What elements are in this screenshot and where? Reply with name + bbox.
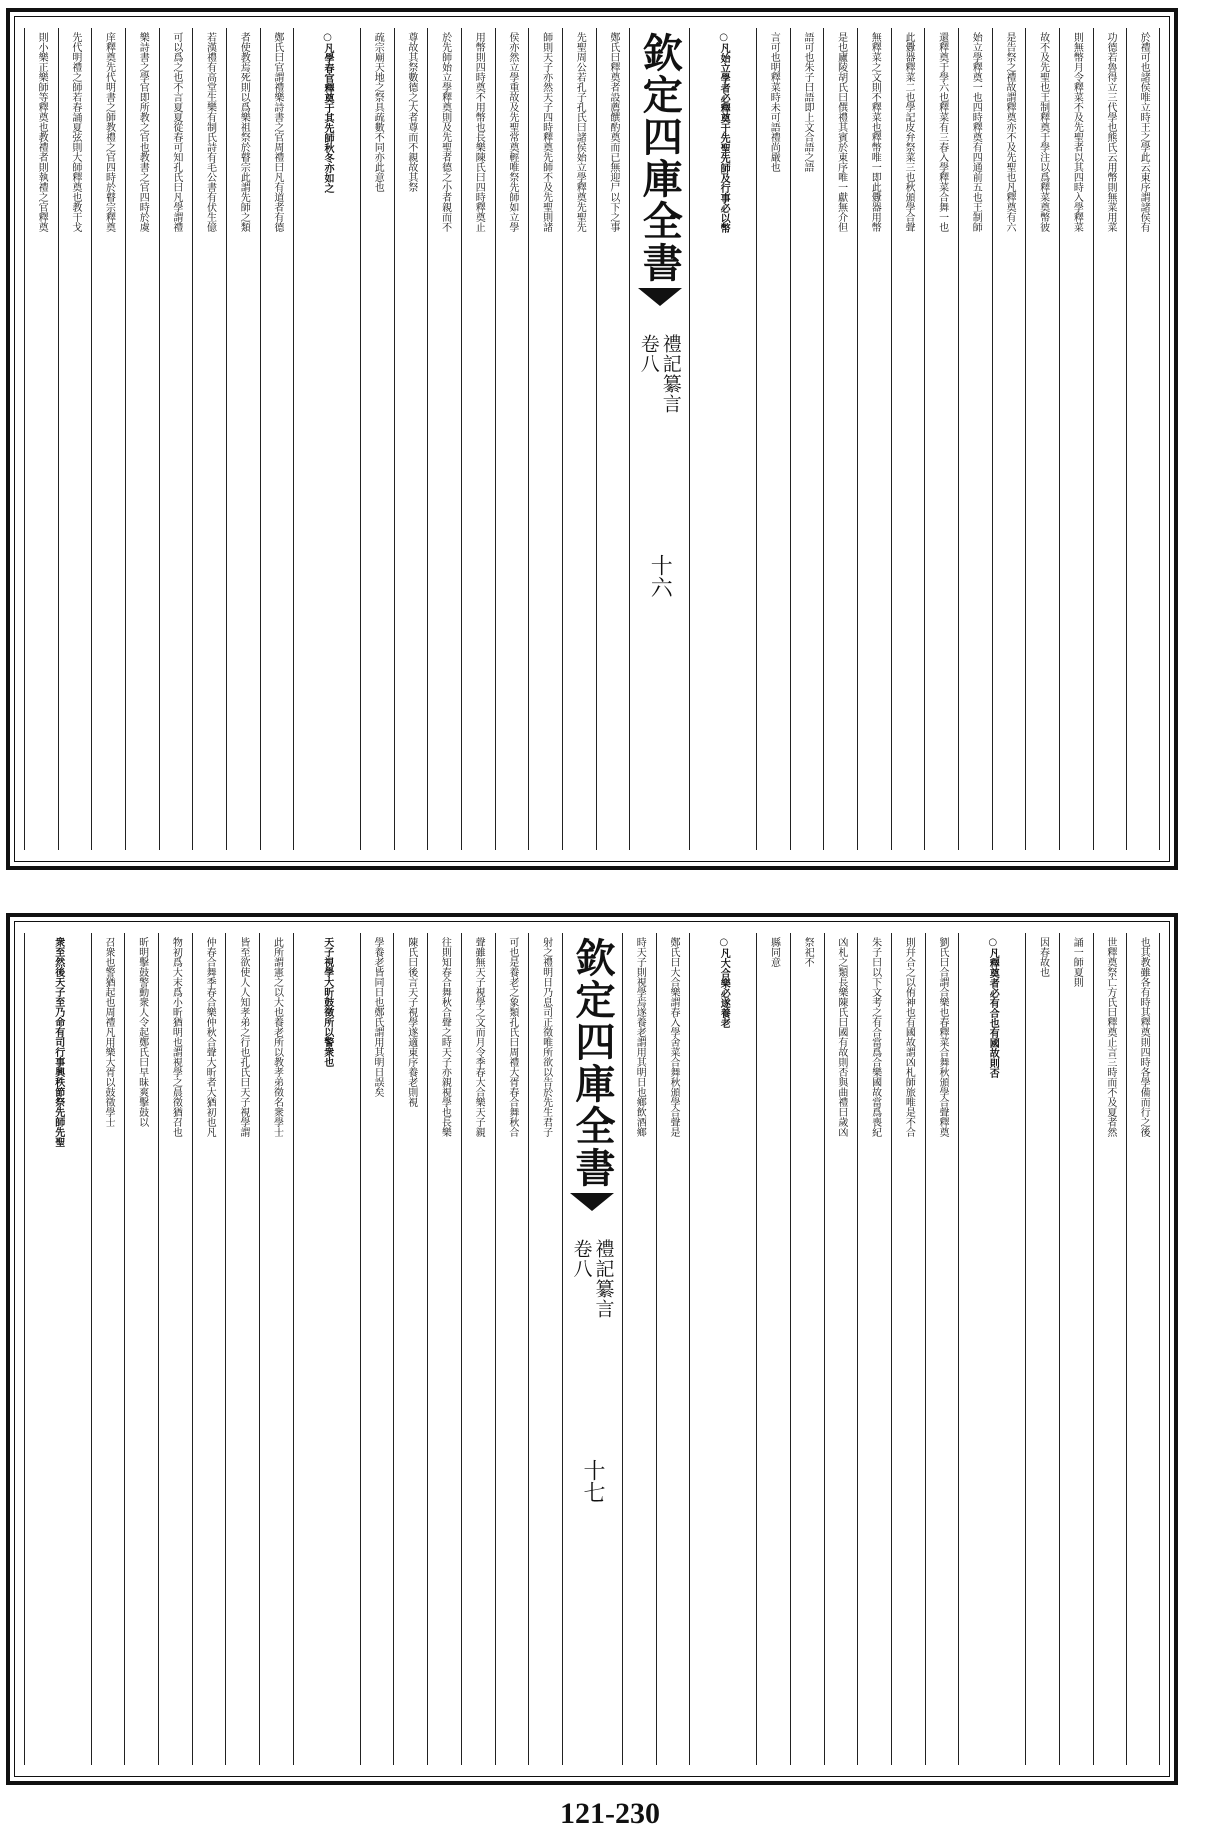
- commentary-column: [427, 933, 461, 1765]
- commentary-text: 用幣則四時奠不用幣也長樂陳氏曰四時釋奠止: [473, 32, 485, 232]
- commentary-column: [226, 28, 260, 850]
- commentary-column: [925, 933, 959, 1765]
- commentary-text: 先代明禮之師若春誦夏弦則大師釋奠也教干戈: [69, 32, 81, 232]
- commentary-text: 時天子則視學焉遂養老謂用其明日也鄉飲酒鄉: [634, 937, 646, 1137]
- commentary-column: [756, 28, 790, 850]
- commentary-column: [360, 28, 394, 850]
- commentary-text: 庠釋奠先代明書之師教禮之官四時於瞽宗釋奠: [103, 32, 115, 232]
- commentary-column: [756, 933, 790, 1765]
- commentary-text: 皆至欲使人人知孝弟之行也孔氏曰天子視學謂: [237, 937, 249, 1137]
- commentary-text: 鄭氏曰釋奠者設薦饌酌奠而已無迎尸以下之事: [607, 32, 619, 232]
- commentary-column: [260, 28, 294, 850]
- commentary-text: 此所謂憲之以大也養老所以教孝弟徵名衆學士: [271, 937, 283, 1137]
- commentary-text: 誦一師夏則: [1071, 937, 1083, 987]
- main-text: ○凡釋奠者必有合也有國故則否: [987, 937, 999, 1078]
- commentary-column: [924, 28, 958, 850]
- commentary-text: 則小樂正樂師等釋奠也教禮者則執禮之官釋奠: [36, 32, 48, 232]
- commentary-text: 往則知春合舞秋合聲之時天子亦親視學也長樂: [439, 937, 451, 1137]
- commentary-column: [461, 933, 495, 1765]
- commentary-column: [824, 933, 858, 1765]
- commentary-text: 也其教雖各有時其釋奠則四時各學備而行之後: [1138, 937, 1150, 1137]
- commentary-column: [891, 28, 925, 850]
- commentary-text: 陳氏曰後言天子視學遂適東序養老則視: [405, 937, 417, 1107]
- commentary-column: [1093, 933, 1127, 1765]
- commentary-text: 祭祀不: [802, 937, 814, 967]
- commentary-text: 物初爲大末爲小昕猶明也謂視學之晨徵猶召也: [170, 937, 182, 1137]
- page-bottom: [6, 913, 1178, 1785]
- main-text-column: [689, 933, 756, 1765]
- commentary-column: [528, 28, 562, 850]
- commentary-text: 可以爲之也不言夏夏從春可知孔氏曰凡學謂禮: [170, 32, 182, 232]
- commentary-column: [1126, 933, 1160, 1765]
- commentary-column: [124, 933, 158, 1765]
- commentary-text: 樂詩書之學官即所教之官也教書之官四時於虞: [137, 32, 149, 232]
- commentary-column: [1025, 28, 1059, 850]
- commentary-text: 鄭氏曰官謂禮樂詩書之官周禮曰凡有道者有德: [271, 32, 283, 232]
- commentary-column: [562, 28, 596, 850]
- page-top-columns: [24, 28, 1160, 850]
- commentary-text: 故不及先聖也王制釋奠于學注以爲釋菜奠幣彼: [1037, 32, 1049, 232]
- center-header-column: [562, 933, 622, 1765]
- commentary-column: [394, 28, 428, 850]
- commentary-column: [360, 933, 394, 1765]
- commentary-text: 學養老皆同日也鄭氏謂用其明日誤矣: [371, 937, 383, 1097]
- commentary-text: 語可也朱子曰語即上文合語之語: [801, 32, 813, 172]
- commentary-column: [495, 933, 529, 1765]
- fish-tail-mark-icon: [638, 288, 682, 306]
- commentary-text: 若漢禮有高堂生樂有制氏詩有毛公書有伏生億: [204, 32, 216, 232]
- commentary-text: 言可也明釋菜時未可語禮尚嚴也: [768, 32, 780, 172]
- book-title: 欽定四庫全書: [636, 32, 684, 284]
- commentary-column: [192, 933, 226, 1765]
- commentary-column: [1025, 933, 1059, 1765]
- commentary-column: [1093, 28, 1127, 850]
- commentary-text: 侯亦然立學重故及先聖常奠輕唯祭先師如立學: [506, 32, 518, 232]
- leaf-number: 十六: [647, 554, 673, 598]
- book-section-title: 禮記纂言: [659, 334, 682, 414]
- commentary-text: 射之禮明日乃息司正徵唯所欲以告於先生君子: [540, 937, 552, 1137]
- volume-number: 卷八: [637, 334, 660, 374]
- commentary-text: 此釁器釋菜二也學記皮弁祭菜三也秋頒學合聲: [902, 32, 914, 232]
- volume-label: [571, 1239, 613, 1319]
- commentary-column: [159, 28, 193, 850]
- commentary-text: 凶札之類長樂陳氏曰國有故則否與曲禮曰歲凶: [835, 937, 847, 1137]
- commentary-text: 仲春合舞季春合樂仲秋合聲大昕者大猶初也凡: [204, 937, 216, 1137]
- commentary-text: 始立學釋奠一也四時釋奠有四通前五也王制師: [970, 32, 982, 232]
- commentary-text: 昕明擊鼓警動衆人令起鄭氏曰早昧爽擊鼓以: [136, 937, 148, 1127]
- commentary-text: 召衆也警猶起也周禮凡用樂大胥以鼓徵學士: [102, 937, 114, 1127]
- main-text: ○凡大合樂必遂養老: [718, 937, 730, 1028]
- commentary-text: 先聖周公若孔子孔氏曰諸侯始立學釋奠先聖先: [574, 32, 586, 232]
- commentary-text: 劉氏曰合謂合樂也春釋菜合舞秋頒學合聲釋奠: [937, 937, 949, 1137]
- main-text: ○凡學春官釋奠于其先師秋冬亦如之: [322, 32, 334, 193]
- volume-number: 卷八: [570, 1239, 593, 1279]
- commentary-column: [790, 28, 824, 850]
- commentary-column: [857, 933, 891, 1765]
- commentary-column: [1059, 28, 1093, 850]
- leaf-number: 十七: [579, 1459, 605, 1503]
- commentary-column: [992, 28, 1026, 850]
- commentary-column: [427, 28, 461, 850]
- commentary-text: 於先師始立學釋奠則及先聖者德之小者親而不: [439, 32, 451, 232]
- commentary-text: 可也是養老之象類孔氏曰周禮大胥春合舞秋合: [506, 937, 518, 1137]
- commentary-column: [958, 28, 992, 850]
- main-text-column: [689, 28, 756, 850]
- commentary-column: [656, 933, 690, 1765]
- commentary-text: 功德若魯得立三代學也熊氏云用幣則無菜用菜: [1104, 32, 1116, 232]
- commentary-column: [596, 28, 630, 850]
- commentary-text: 者使教焉死則以爲樂祖祭於瞽宗此謂先師之類: [238, 32, 250, 232]
- commentary-text: 鄭氏曰大合樂謂春入學舍菜合舞秋頒學合聲是: [668, 937, 680, 1137]
- commentary-text: 聲雖無天子視學之文而月令季春大合樂天子親: [473, 937, 485, 1137]
- fish-tail-mark-icon: [570, 1193, 614, 1211]
- main-text: 衆至然後天子至乃命有司行事興秩節祭先師先聖: [52, 937, 64, 1147]
- commentary-column: [192, 28, 226, 850]
- commentary-column: [891, 933, 925, 1765]
- main-text-column: [958, 933, 1025, 1765]
- commentary-text: 尊故其祭數德之大者尊而不親故其祭: [405, 32, 417, 192]
- commentary-text: 還釋奠于學六也釋菜有三春入學釋菜合舞一也: [936, 32, 948, 232]
- commentary-text: 於禮可也諸侯唯立時王之學此云東序謂諸侯有: [1138, 32, 1150, 232]
- center-header-column: [629, 28, 689, 850]
- page-bottom-columns: [24, 933, 1160, 1765]
- commentary-text: 是也廬陵胡氏曰僎禮其賓於東序唯一獻無介但: [835, 32, 847, 232]
- commentary-column: [495, 28, 529, 850]
- volume-label: [639, 334, 681, 414]
- page-top: [6, 8, 1178, 870]
- commentary-column: [857, 28, 891, 850]
- commentary-column: [1059, 933, 1093, 1765]
- commentary-column: [158, 933, 192, 1765]
- main-text: ○凡始立學者必釋奠于先聖先師及行事必以幣: [718, 32, 730, 233]
- commentary-column: [823, 28, 857, 850]
- commentary-text: 疏宗廟天地之祭具疏數不同亦此意也: [372, 32, 384, 192]
- commentary-column: [24, 28, 58, 850]
- commentary-text: 朱子曰以下文考之有合當爲合樂國故當爲喪紀: [869, 937, 881, 1137]
- commentary-text: 世釋奠祭亡方氏曰釋奠止言三時而不及夏者然: [1104, 937, 1116, 1137]
- commentary-column: [461, 28, 495, 850]
- commentary-column: [58, 28, 92, 850]
- commentary-column: [622, 933, 656, 1765]
- commentary-column: [91, 933, 125, 1765]
- commentary-text: 因春故也: [1037, 937, 1049, 977]
- commentary-column: [259, 933, 293, 1765]
- commentary-text: 是告祭之禮故謂釋奠亦不及先聖也凡釋奠有六: [1003, 32, 1015, 232]
- commentary-column: [528, 933, 562, 1765]
- commentary-column: [125, 28, 159, 850]
- book-section-title: 禮記纂言: [592, 1239, 615, 1319]
- commentary-column: [225, 933, 259, 1765]
- main-text-column: [24, 933, 91, 1765]
- commentary-text: 則無幣月令釋菜不及先聖者以其四時入學釋菜: [1071, 32, 1083, 232]
- book-title: 欽定四庫全書: [568, 937, 616, 1189]
- commentary-text: 縣同意: [768, 937, 780, 967]
- commentary-text: 無釋菜之文則不釋菜也釋幣唯一即此釁器用幣: [869, 32, 881, 232]
- commentary-column: [1126, 28, 1160, 850]
- commentary-column: [91, 28, 125, 850]
- commentary-text: 則幷合之以侑神也有國故謂凶札師旅唯是不合: [903, 937, 915, 1137]
- commentary-column: [393, 933, 427, 1765]
- commentary-column: [790, 933, 824, 1765]
- page-reference: 121-230: [560, 1797, 660, 1830]
- main-text: 天子視學大昕鼓徵所以警衆也: [321, 937, 333, 1067]
- commentary-text: 師則天子亦然天子四時釋奠先師不及先聖則諸: [540, 32, 552, 232]
- main-text-column: [293, 28, 360, 850]
- main-text-column: [293, 933, 360, 1765]
